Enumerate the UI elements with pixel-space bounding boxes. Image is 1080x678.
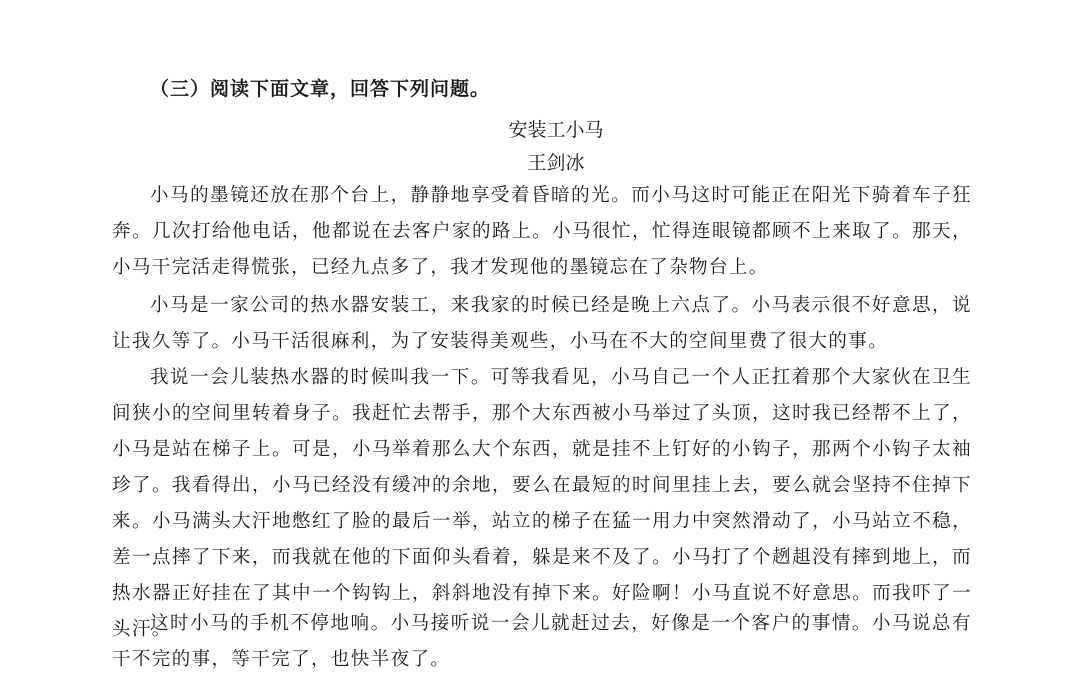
paragraph-2: 小马是一家公司的热水器安装工，来我家的时候已经是晚上六点了。小马表示很不好意思，说让我久等了。小马干活很麻利，为了安装得美观些，小马在不大的空间里费了很大的事。 [112, 295, 972, 352]
section-heading: （三）阅读下面文章，回答下列问题。 [150, 78, 491, 100]
paragraph-3: 我说一会儿装热水器的时候叫我一下。可等我看见，小马自己一个人正扛着那个大家伙在卫生间狭小的空间里转着身子。我赶忙去帮手，那个大东西被小马举过了头顶，这时我已经帮不上了，小马是站在梯子上。可是，小马举着那么大个东西，就是挂不上钉好的小钩子，那两个小钩子太袖珍了。我看得出，小马已经没有缓冲的余地，要么在最短的时间里挂上去，要么就会坚持不住掉下来。小马满头大汗地憋红了脸的最后一举，站立的梯子在猛一用力中突然滑动了，小马站立不稳，差一点摔了下来，而我就在他的下面仰头看着，躲是来不及了。小马打了个趔趄没有摔到地上，而热水器正好挂在了其中一个钩钩上，斜斜地没有掉下来。好险啊！小马直说不好意思。而我吓了一头汗。 [112, 367, 972, 640]
paragraph-4: 这时小马的手机不停地响。小马接听说一会儿就赶过去，好像是一个客户的事情。小马说总有干不完的事，等干完了，也快半夜了。 [112, 613, 972, 670]
paragraph-1: 小马的墨镜还放在那个台上，静静地享受着昏暗的光。而小马这时可能正在阳光下骑着车子狂奔。几次打给他电话，他都说在去客户家的路上。小马很忙，忙得连眼镜都顾不上来取了。那天，小马干完活走得慌张，已经九点多了，我才发现他的墨镜忘在了杂物台上。 [112, 185, 972, 278]
article-author: 王剑冰 [527, 152, 585, 174]
article-title: 安装工小马 [508, 119, 604, 141]
